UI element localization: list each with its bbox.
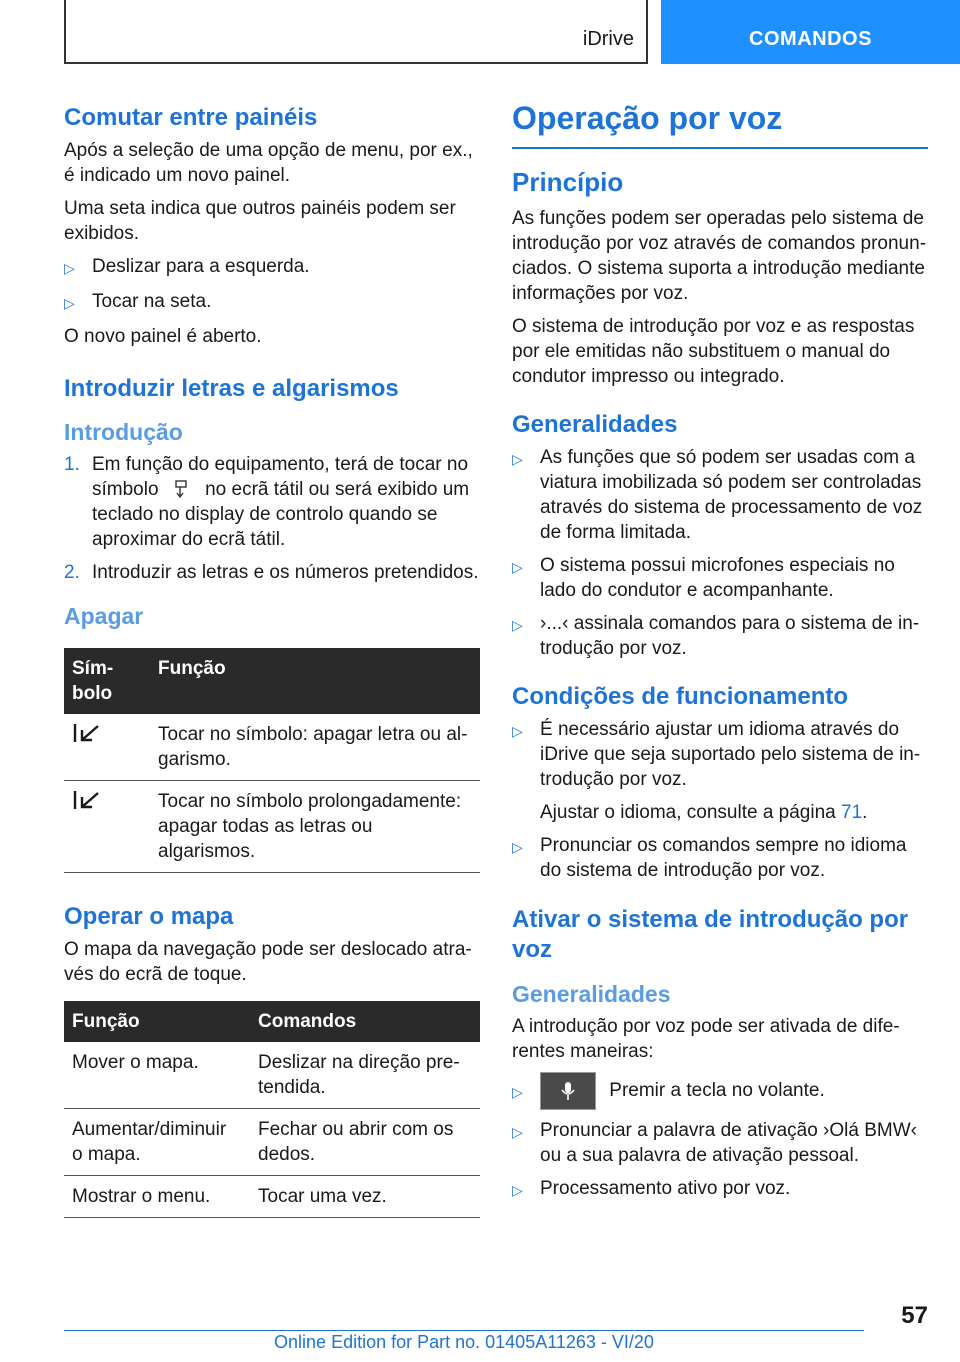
- map-paragraph: O mapa da navegação pode ser deslocado atra-vés do ecrã de toque.: [64, 939, 472, 985]
- principle-heading: Princípio: [512, 167, 624, 197]
- bullet-triangle-icon: ▷: [512, 1124, 523, 1140]
- numbered-step: [64, 560, 480, 585]
- bullet-item: [512, 1072, 928, 1110]
- activate-general-heading: Generalidades: [512, 981, 671, 1007]
- switch-panels-paragraph: Após a seleção de uma opção de menu, por ex., é indicado um novo painel.: [64, 140, 473, 186]
- voice-operation-heading: Operação por voz: [512, 100, 928, 149]
- header-section: iDrive: [582, 28, 634, 50]
- header-chapter: COMANDOS: [749, 28, 872, 50]
- bullet-text: O sistema possui microfones especiais no lado do condutor e acompanhante.: [540, 555, 895, 601]
- keyboard-hand-icon: [164, 479, 200, 501]
- numbered-step: [64, 452, 480, 552]
- page-number: 57: [901, 1302, 928, 1329]
- backspace-arrow-icon: [72, 722, 102, 744]
- map-heading: Operar o mapa: [64, 903, 234, 930]
- table-cell: Mostrar o menu.: [64, 1176, 250, 1218]
- footer-edition: Online Edition for Part no. 01405A11263 - VI/20: [274, 1332, 654, 1352]
- switch-panels-paragraph: O novo painel é aberto.: [64, 326, 262, 347]
- table-cell: [64, 714, 150, 781]
- bullet-text: Pronunciar a palavra de ativação ›Olá BMW‹ ou a sua palavra de ativação pessoal.: [540, 1120, 917, 1166]
- bullet-triangle-icon: ▷: [64, 295, 75, 311]
- bullet-text: As funções que só podem ser usadas com a viatura imobilizada só podem ser controladas através do sistema de processamento de voz de forma limitada.: [540, 447, 923, 543]
- bullet-item: [64, 289, 480, 316]
- table-cell: Tocar no símbolo prolongadamente: apagar todas as letras ou algarismos.: [150, 781, 480, 873]
- letters-heading: Introduzir letras e algarismos: [64, 375, 399, 402]
- activate-paragraph: A introdução por voz pode ser ativada de dife-rentes maneiras:: [512, 1016, 900, 1062]
- right-column: [512, 100, 928, 1211]
- step-text: Introduzir as letras e os números pretendidos.: [92, 562, 479, 583]
- bullet-triangle-icon: ▷: [512, 1083, 523, 1100]
- bullet-triangle-icon: ▷: [512, 559, 523, 575]
- bullet-item: ▷ É necessário ajustar um idioma através do iDrive que seja suportado pelo sistema de in-trodução por voz. Ajustar o idioma, consulte a página 71.: [512, 719, 921, 823]
- bullet-item: [512, 611, 928, 661]
- switch-panels-paragraph: Uma seta indica que outros painéis podem ser exibidos.: [64, 198, 456, 244]
- table-header: Comandos: [250, 1001, 480, 1042]
- header-chapter-tab: [661, 0, 960, 64]
- bullet-item: [64, 254, 480, 281]
- table-row: [64, 781, 480, 873]
- step-text: no ecrã tátil ou será exibido um teclado no display de controlo quando se aproximar do ecrã tátil.: [92, 479, 470, 550]
- left-column: [64, 100, 480, 1226]
- step-number: 2.: [64, 562, 80, 583]
- intro-heading: Introdução: [64, 419, 183, 445]
- bullet-text: Premir a tecla no volante.: [609, 1080, 825, 1102]
- bullet-text: Processamento ativo por voz.: [540, 1178, 791, 1199]
- table-cell: Aumentar/diminuir o mapa.: [64, 1109, 250, 1176]
- table-row: [64, 1109, 480, 1176]
- bullet-item: [512, 553, 928, 603]
- page-reference-link[interactable]: 71: [841, 802, 863, 823]
- table-row: [64, 1176, 480, 1218]
- bullet-item: [512, 1176, 928, 1203]
- bullet-item: [512, 445, 928, 545]
- general-heading: Generalidades: [512, 411, 678, 438]
- bullet-text: ›...‹ assinala comandos para o sistema de in-trodução por voz.: [540, 613, 920, 659]
- bullet-triangle-icon: ▷: [512, 839, 523, 855]
- bullet-triangle-icon: ▷: [512, 723, 523, 739]
- bullet-triangle-icon: ▷: [64, 260, 75, 276]
- table-cell: Tocar uma vez.: [250, 1176, 480, 1218]
- voice-key-icon: [540, 1072, 596, 1110]
- bullet-subtext: Ajustar o idioma, consulte a página: [540, 802, 836, 823]
- switch-panels-heading: Comutar entre painéis: [64, 104, 318, 131]
- backspace-arrow-icon: [72, 789, 102, 811]
- step-text: Em função do equipamento, terá de tocar no símbolo: [92, 454, 469, 500]
- step-number: 1.: [64, 454, 80, 475]
- table-row: [64, 714, 480, 781]
- map-table: [64, 1001, 480, 1218]
- conditions-heading: Condições de funcionamento: [512, 683, 849, 710]
- delete-heading: Apagar: [64, 603, 144, 629]
- bullet-text: Deslizar para a esquerda.: [92, 256, 310, 277]
- table-cell: Deslizar na direção pre-tendida.: [250, 1042, 480, 1109]
- table-row: [64, 1042, 480, 1109]
- principle-paragraph: O sistema de introdução por voz e as respostas por ele emitidas não substituem o manual do condutor impresso ou integrado.: [512, 316, 915, 387]
- footer-divider: [64, 1330, 864, 1331]
- table-cell: Tocar no símbolo: apagar letra ou al-garismo.: [150, 714, 480, 781]
- activate-heading: Ativar o sistema de introdução por voz: [512, 906, 909, 963]
- bullet-text: É necessário ajustar um idioma através do iDrive que seja suportado pelo sistema de in-trodução por voz.: [540, 719, 921, 790]
- table-cell: [64, 781, 150, 873]
- header-section-box: [64, 0, 648, 64]
- principle-paragraph: As funções podem ser operadas pelo sistema de introdução por voz através de comandos pronun-ciados. O sistema suporta a introdução mediante informações por voz.: [512, 208, 927, 304]
- bullet-item: [512, 833, 928, 883]
- table-cell: Fechar ou abrir com os dedos.: [250, 1109, 480, 1176]
- bullet-triangle-icon: ▷: [512, 1182, 523, 1198]
- table-cell: Mover o mapa.: [64, 1042, 250, 1109]
- bullet-triangle-icon: ▷: [512, 451, 523, 467]
- bullet-text: Pronunciar os comandos sempre no idioma do sistema de introdução por voz.: [540, 835, 907, 881]
- delete-table: [64, 648, 480, 873]
- bullet-triangle-icon: ▷: [512, 617, 523, 633]
- bullet-text: Tocar na seta.: [92, 291, 212, 312]
- table-header: Função: [150, 648, 480, 714]
- table-header: Função: [64, 1001, 250, 1042]
- table-header: Sím-bolo: [64, 648, 150, 714]
- bullet-item: [512, 1118, 928, 1168]
